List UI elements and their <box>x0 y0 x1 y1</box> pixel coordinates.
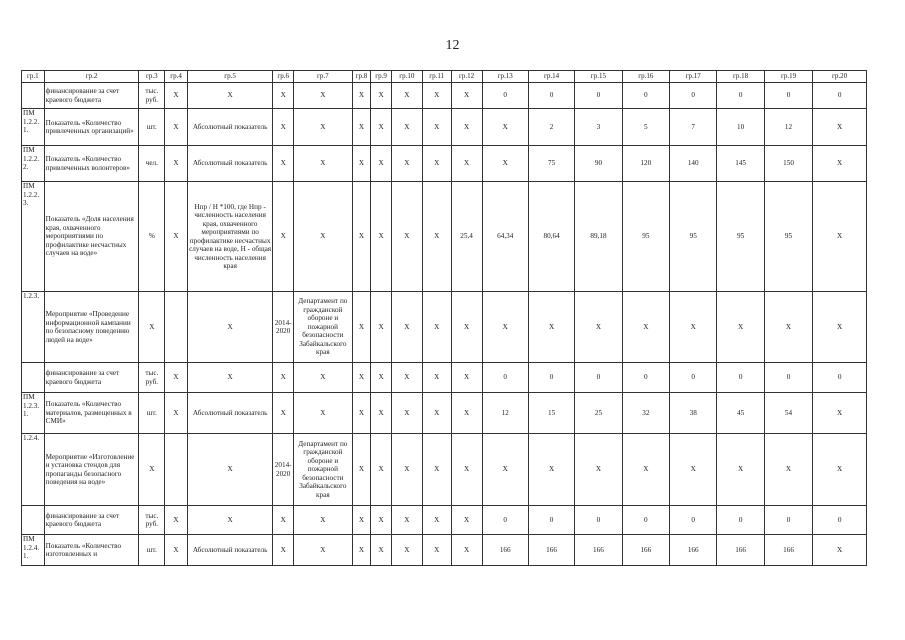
table-cell: 166 <box>764 535 812 566</box>
table-cell: Х <box>528 434 574 506</box>
table-cell: Абсолютный показатель <box>187 146 273 182</box>
table-cell: Х <box>813 292 867 363</box>
table-cell: Х <box>273 393 294 434</box>
table-cell: 3 <box>575 109 622 146</box>
table-cell: 0 <box>717 363 764 393</box>
row-name-cell: Показатель «Количество привлеченных организаций» <box>44 109 139 146</box>
table-cell: 0 <box>622 506 669 535</box>
table-cell: Х <box>139 292 165 363</box>
table-cell: 2014-2020 <box>273 292 294 363</box>
table-row <box>22 393 867 434</box>
table-cell: Х <box>371 535 392 566</box>
table-cell: Х <box>352 535 371 566</box>
column-header: гр.11 <box>422 71 451 83</box>
table-cell: 75 <box>528 146 574 182</box>
table-cell: 0 <box>575 363 622 393</box>
table-cell: тыс. руб. <box>139 363 165 393</box>
table-cell: Х <box>422 393 451 434</box>
table-cell: 0 <box>717 506 764 535</box>
table-cell: Х <box>391 182 422 292</box>
table-cell: 54 <box>764 393 812 434</box>
table-cell: Х <box>451 434 482 506</box>
table-cell: 0 <box>622 363 669 393</box>
table-cell: 0 <box>528 506 574 535</box>
table-cell: Х <box>293 182 352 292</box>
table-cell: Х <box>670 292 717 363</box>
table-cell: Х <box>764 292 812 363</box>
table-cell <box>165 434 188 506</box>
table-cell: 2 <box>528 109 574 146</box>
table-cell: Х <box>391 434 422 506</box>
row-name-cell: Мероприятие «Проведение информационной кампании по безопасному поведению людей на воде» <box>44 292 139 363</box>
table-row <box>22 146 867 182</box>
table-cell: Х <box>528 292 574 363</box>
table-cell: Х <box>422 434 451 506</box>
column-header: гр.18 <box>717 71 764 83</box>
table-cell: Х <box>293 83 352 109</box>
table-cell: 0 <box>575 83 622 109</box>
table-cell: 166 <box>717 535 764 566</box>
table-cell: Х <box>371 506 392 535</box>
table-cell: Х <box>352 393 371 434</box>
table-cell: Х <box>575 434 622 506</box>
page-number: 12 <box>445 38 460 53</box>
column-header: гр.15 <box>575 71 622 83</box>
table-row <box>22 434 867 506</box>
table-cell: Х <box>371 182 392 292</box>
table-cell: 45 <box>717 393 764 434</box>
row-code-cell <box>22 83 45 109</box>
table-cell: 12 <box>482 393 528 434</box>
table-cell: Х <box>165 535 188 566</box>
table-cell: 10 <box>717 109 764 146</box>
column-header: гр.3 <box>139 71 165 83</box>
table-cell: Х <box>422 146 451 182</box>
table-cell: 0 <box>813 83 867 109</box>
table-cell: Х <box>451 146 482 182</box>
table-cell: 150 <box>764 146 812 182</box>
row-code-cell <box>22 363 45 393</box>
row-code-cell: 1.2.4. <box>22 434 45 506</box>
table-cell: 166 <box>575 535 622 566</box>
table-cell: 0 <box>717 83 764 109</box>
table-cell: Х <box>391 83 422 109</box>
table-cell: Х <box>352 146 371 182</box>
column-header: гр.14 <box>528 71 574 83</box>
table-cell: Х <box>273 506 294 535</box>
table-cell: Х <box>273 109 294 146</box>
table-cell: Х <box>717 434 764 506</box>
table-cell: Х <box>813 146 867 182</box>
table-cell: Х <box>371 393 392 434</box>
table-cell: Х <box>482 292 528 363</box>
table-cell: шт. <box>139 109 165 146</box>
table-cell: Х <box>371 434 392 506</box>
table-cell: % <box>139 182 165 292</box>
table-cell: 0 <box>622 83 669 109</box>
table-cell: 0 <box>764 363 812 393</box>
table-cell: Х <box>165 83 188 109</box>
table-cell: Х <box>293 363 352 393</box>
table-cell: Нпр / Н *100, где Нпр - численность населения края, охваченного мероприятиями по профилактике несчастных случаев на воде, Н - общая численность населения края <box>187 182 273 292</box>
table-cell: Х <box>371 146 392 182</box>
table-cell: 95 <box>622 182 669 292</box>
table-cell: Департамент по гражданской обороне и пожарной безопасности Забайкальского края <box>293 434 352 506</box>
table-cell: Х <box>482 146 528 182</box>
table-cell: Х <box>391 363 422 393</box>
table-cell: 95 <box>670 182 717 292</box>
table-row <box>22 83 867 109</box>
table-cell: 89,18 <box>575 182 622 292</box>
table-cell: Х <box>813 393 867 434</box>
column-header: гр.8 <box>352 71 371 83</box>
column-header: гр.13 <box>482 71 528 83</box>
table-row <box>22 506 867 535</box>
table-cell: 0 <box>482 506 528 535</box>
column-header: гр.4 <box>165 71 188 83</box>
table-cell: 166 <box>528 535 574 566</box>
table-cell: 0 <box>670 363 717 393</box>
table-cell: Х <box>451 535 482 566</box>
table-cell: Х <box>293 109 352 146</box>
table-cell: 0 <box>764 83 812 109</box>
table-cell: шт. <box>139 535 165 566</box>
table-row <box>22 535 867 566</box>
table-row <box>22 363 867 393</box>
table-cell: Х <box>482 109 528 146</box>
table-cell: Х <box>293 146 352 182</box>
table-cell: Х <box>451 109 482 146</box>
table-cell: 7 <box>670 109 717 146</box>
table-cell: 120 <box>622 146 669 182</box>
column-header: гр.17 <box>670 71 717 83</box>
table-cell: 0 <box>813 506 867 535</box>
table-row <box>22 182 867 292</box>
table-cell: 95 <box>764 182 812 292</box>
table-cell: Х <box>422 363 451 393</box>
header-row <box>22 71 867 83</box>
table-cell: 0 <box>813 363 867 393</box>
table-cell: Х <box>451 363 482 393</box>
table-cell: Х <box>371 83 392 109</box>
table-cell: Х <box>273 535 294 566</box>
table-cell: Х <box>293 535 352 566</box>
table-cell: 12 <box>764 109 812 146</box>
table-cell: Х <box>670 434 717 506</box>
row-name-cell: Показатель «Количество материалов, размещенных в СМИ» <box>44 393 139 434</box>
table-cell: Х <box>575 292 622 363</box>
table-cell: Департамент по гражданской обороне и пожарной безопасности Забайкальского края <box>293 292 352 363</box>
table-cell: Х <box>422 292 451 363</box>
table-cell: Х <box>813 434 867 506</box>
table-cell: 145 <box>717 146 764 182</box>
table-cell: Х <box>352 109 371 146</box>
table-cell: Х <box>451 506 482 535</box>
table-cell: Х <box>391 506 422 535</box>
table-cell: Х <box>187 292 273 363</box>
column-header: гр.6 <box>273 71 294 83</box>
table-cell <box>165 292 188 363</box>
row-code-cell: ПМ 1.2.2. 2. <box>22 146 45 182</box>
table-cell: Х <box>451 292 482 363</box>
table-cell: Х <box>352 363 371 393</box>
table-cell: Х <box>813 535 867 566</box>
table-row <box>22 109 867 146</box>
table-cell: Х <box>165 182 188 292</box>
column-header: гр.10 <box>391 71 422 83</box>
table-cell: Х <box>293 506 352 535</box>
table-cell: Х <box>352 434 371 506</box>
table-cell: 0 <box>528 83 574 109</box>
row-code-cell: ПМ 1.2.2. 3. <box>22 182 45 292</box>
table-cell: Х <box>717 292 764 363</box>
row-code-cell: 1.2.3. <box>22 292 45 363</box>
table-cell: 0 <box>528 363 574 393</box>
table-cell: Х <box>422 182 451 292</box>
table-cell: Х <box>422 83 451 109</box>
table-cell: 25 <box>575 393 622 434</box>
row-name-cell: Мероприятие «Изготовление и установка стендов для пропаганды безопасного поведения на воде» <box>44 434 139 506</box>
table-cell: Х <box>165 393 188 434</box>
table-cell: 0 <box>482 363 528 393</box>
table-cell: Х <box>422 506 451 535</box>
table-cell: Х <box>622 434 669 506</box>
row-name-cell: Показатель «Количество изготовленных и <box>44 535 139 566</box>
table-cell: Х <box>451 393 482 434</box>
table-cell: Х <box>813 109 867 146</box>
table-cell: 0 <box>575 506 622 535</box>
row-name-cell: Показатель «Доля населения края, охваченного мероприятиями по профилактике несчастных случаев на воде» <box>44 182 139 292</box>
row-code-cell: ПМ 1.2.2. 1. <box>22 109 45 146</box>
table-cell: Х <box>139 434 165 506</box>
table-cell: Х <box>422 535 451 566</box>
row-name-cell: финансирование за счет краевого бюджета <box>44 83 139 109</box>
table-cell: 32 <box>622 393 669 434</box>
table-cell: 0 <box>764 506 812 535</box>
table-cell: Х <box>352 83 371 109</box>
table-cell: Х <box>813 182 867 292</box>
table-cell: тыс. руб. <box>139 83 165 109</box>
column-header: гр.19 <box>764 71 812 83</box>
table-cell: Х <box>352 506 371 535</box>
table-cell: Х <box>273 363 294 393</box>
row-code-cell: ПМ 1.2.3. 1. <box>22 393 45 434</box>
table-cell: Х <box>273 146 294 182</box>
table-cell: Х <box>165 109 188 146</box>
table-cell: Х <box>352 292 371 363</box>
table-cell: Х <box>422 109 451 146</box>
table-cell: Х <box>764 434 812 506</box>
table-cell: Х <box>482 434 528 506</box>
table-cell: Х <box>622 292 669 363</box>
column-header: гр.20 <box>813 71 867 83</box>
table-row <box>22 292 867 363</box>
table-cell: Х <box>187 83 273 109</box>
row-code-cell: ПМ 1.2.4. 1. <box>22 535 45 566</box>
table-cell: 166 <box>670 535 717 566</box>
table-cell: Абсолютный показатель <box>187 535 273 566</box>
table-cell: Х <box>187 506 273 535</box>
table-cell: тыс. руб. <box>139 506 165 535</box>
table-cell: Х <box>391 109 422 146</box>
table-cell: шт. <box>139 393 165 434</box>
table-cell: Абсолютный показатель <box>187 109 273 146</box>
column-header: гр.1 <box>22 71 45 83</box>
table-cell: Х <box>391 535 422 566</box>
table-cell: Х <box>273 182 294 292</box>
table-cell: Х <box>165 363 188 393</box>
table-cell: 90 <box>575 146 622 182</box>
column-header: гр.12 <box>451 71 482 83</box>
table-cell: 15 <box>528 393 574 434</box>
table-cell: 140 <box>670 146 717 182</box>
table-cell: 2014-2020 <box>273 434 294 506</box>
column-header: гр.7 <box>293 71 352 83</box>
table-cell: Х <box>187 363 273 393</box>
table-cell: Х <box>391 146 422 182</box>
table-cell: Х <box>371 292 392 363</box>
column-header: гр.2 <box>44 71 139 83</box>
table-cell: Х <box>165 146 188 182</box>
table-cell: 166 <box>482 535 528 566</box>
table-cell: 0 <box>670 506 717 535</box>
column-header: гр.5 <box>187 71 273 83</box>
program-indicators-table <box>21 70 867 566</box>
table-cell: Х <box>352 182 371 292</box>
table-cell: Х <box>165 506 188 535</box>
table-cell: Х <box>371 363 392 393</box>
table-cell: Х <box>273 83 294 109</box>
table-cell: 95 <box>717 182 764 292</box>
table-cell: 64,34 <box>482 182 528 292</box>
table-cell: 80,64 <box>528 182 574 292</box>
table-cell: Х <box>391 393 422 434</box>
table-cell: Х <box>451 83 482 109</box>
column-header: гр.16 <box>622 71 669 83</box>
table-cell: 0 <box>482 83 528 109</box>
table-cell: Х <box>187 434 273 506</box>
row-name-cell: финансирование за счет краевого бюджета <box>44 506 139 535</box>
row-name-cell: Показатель «Количество привлеченных волонтеров» <box>44 146 139 182</box>
row-name-cell: финансирование за счет краевого бюджета <box>44 363 139 393</box>
table-cell: Абсолютный показатель <box>187 393 273 434</box>
table-cell: 166 <box>622 535 669 566</box>
column-header: гр.9 <box>371 71 392 83</box>
table-cell: 25,4 <box>451 182 482 292</box>
table-cell: 38 <box>670 393 717 434</box>
table-cell: Х <box>293 393 352 434</box>
row-code-cell <box>22 506 45 535</box>
table-cell: 0 <box>670 83 717 109</box>
table-cell: 5 <box>622 109 669 146</box>
table-cell: чел. <box>139 146 165 182</box>
table-cell: Х <box>371 109 392 146</box>
table-cell: Х <box>391 292 422 363</box>
